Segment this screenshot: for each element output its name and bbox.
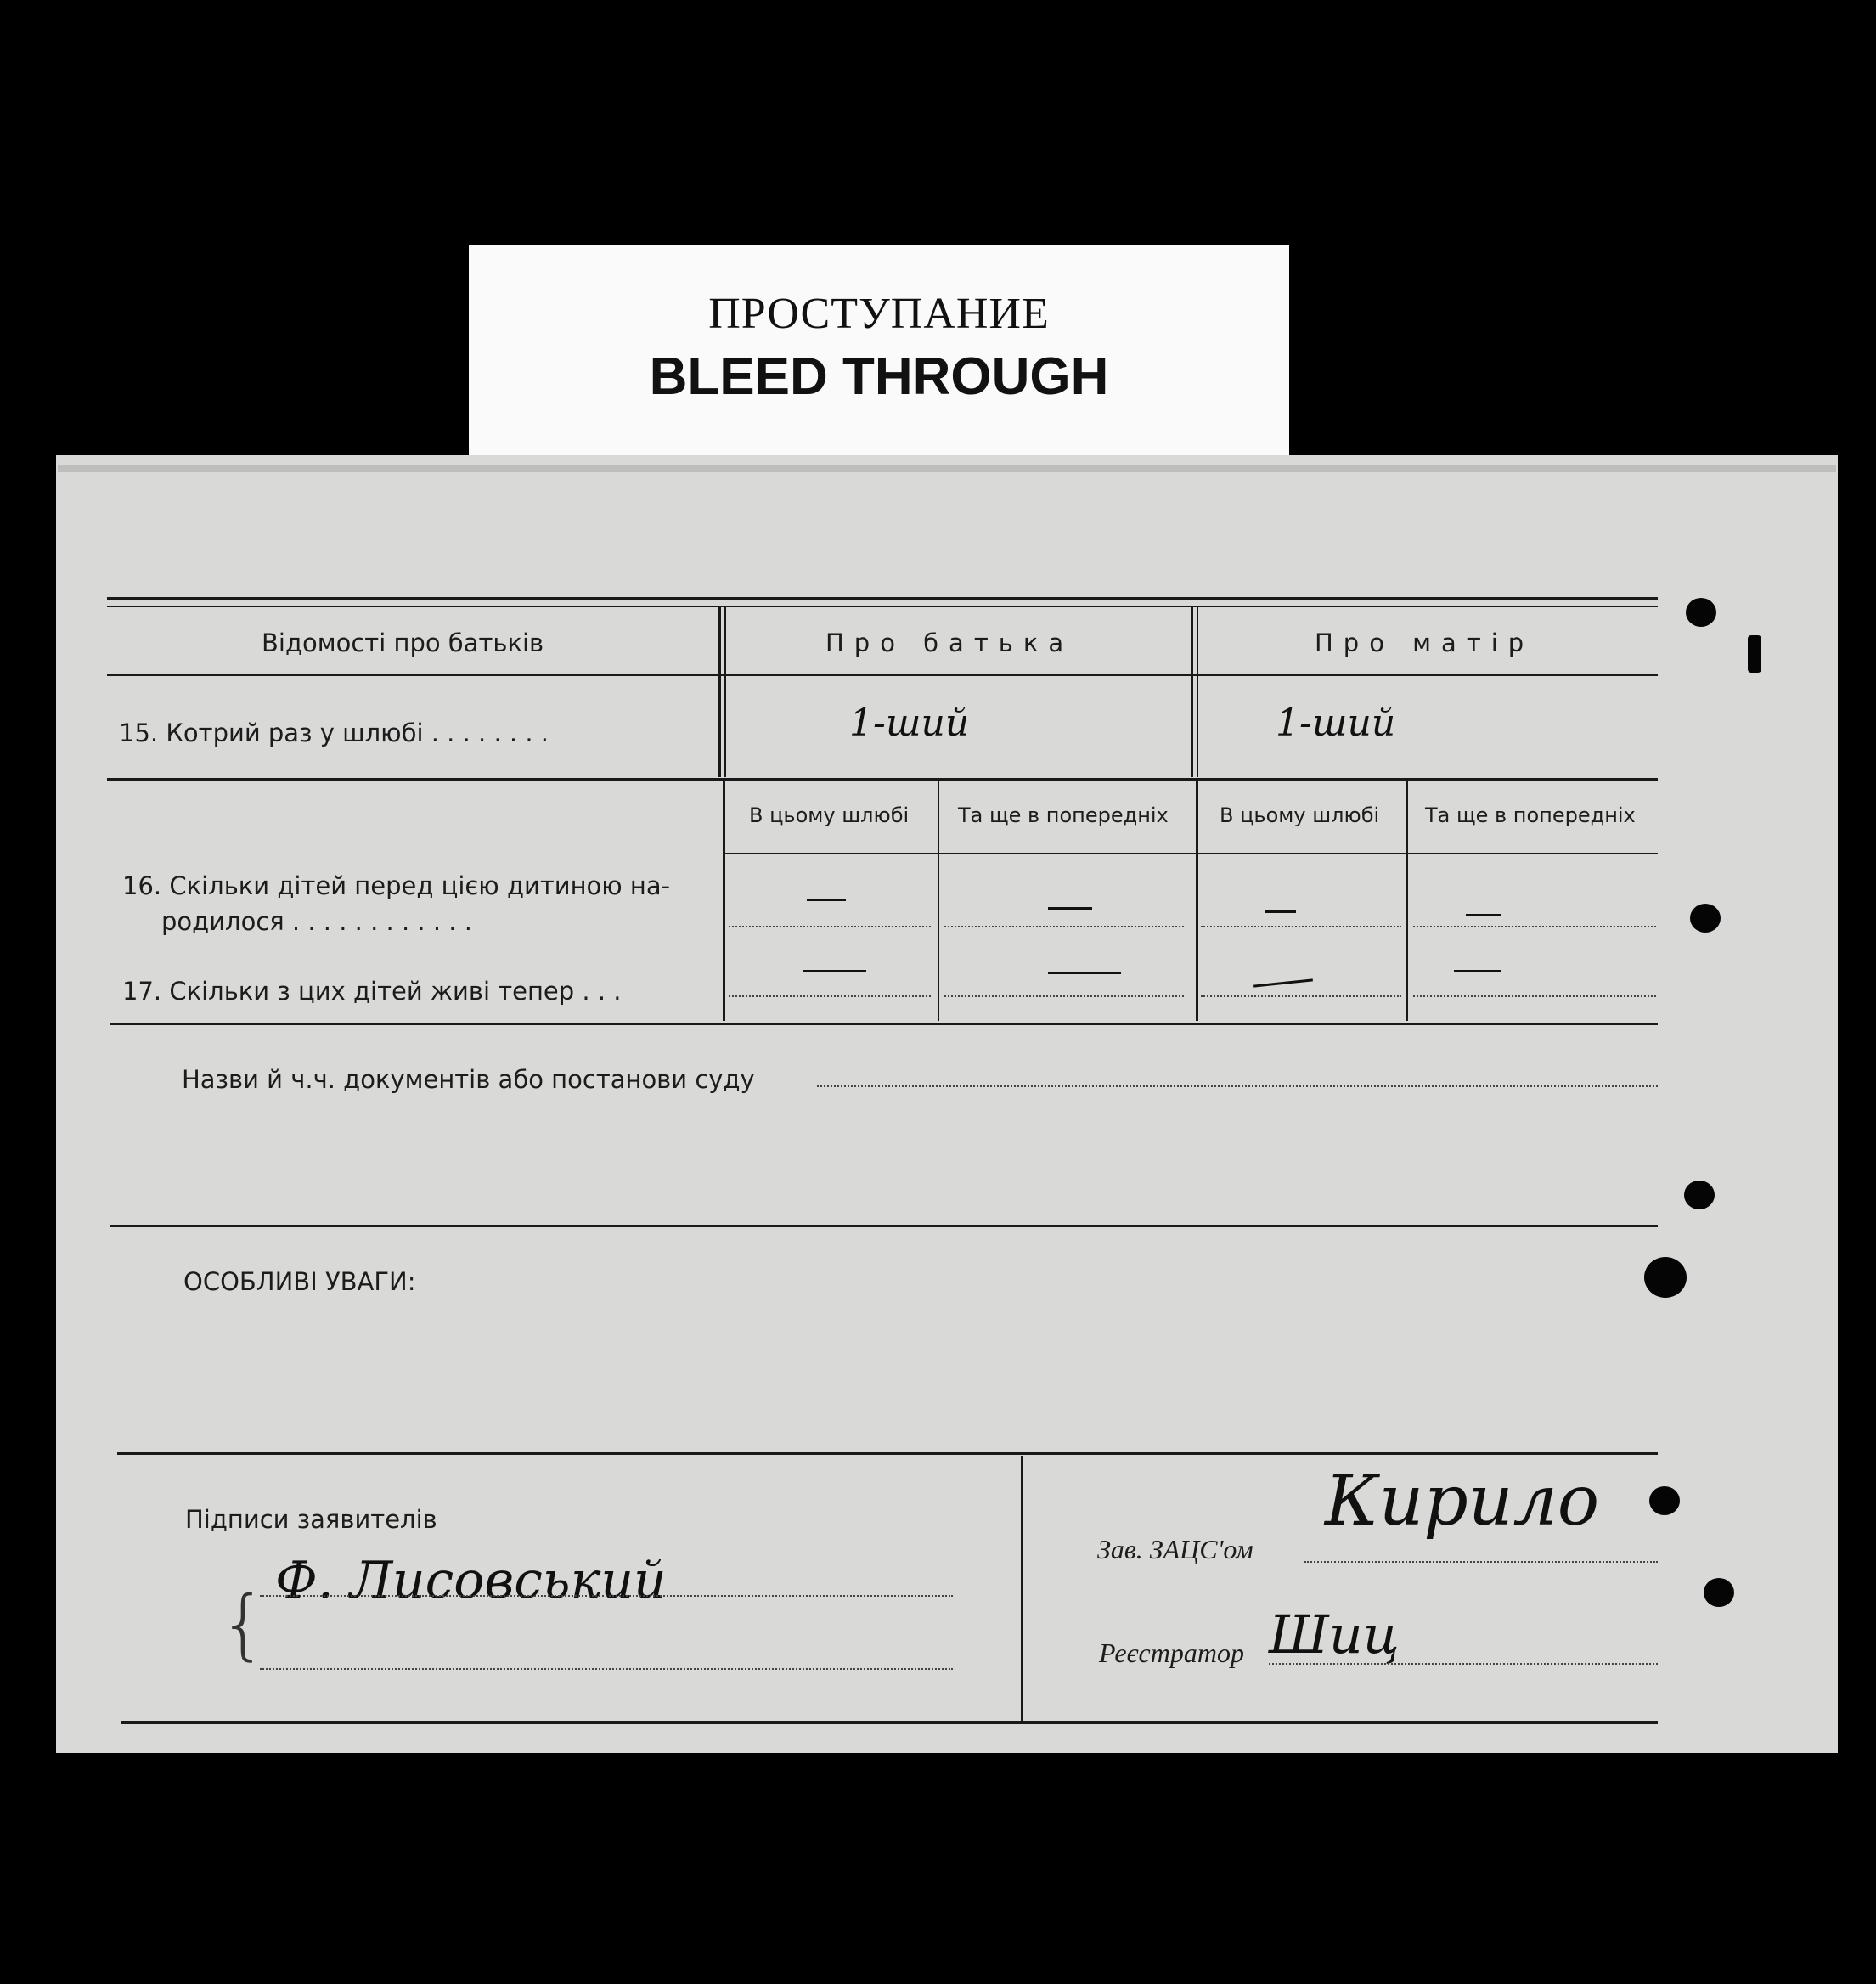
label-title-english: BLEED THROUGH	[649, 347, 1109, 406]
head-label: Зав. ЗАЦС'ом	[1097, 1534, 1253, 1564]
q17-fill-line	[944, 995, 1184, 997]
header-rule	[107, 674, 1658, 676]
q16-fill-line	[729, 926, 931, 927]
q16-fill-line	[1413, 926, 1656, 927]
registrar-label: Реєстратор	[1099, 1637, 1244, 1668]
q16-fill-line	[944, 926, 1184, 927]
q15-rule	[107, 778, 1658, 781]
q16-mother-this-value	[1265, 910, 1296, 913]
col-separator	[1197, 607, 1198, 777]
col-separator	[724, 607, 726, 777]
q17-label: 17. Скільки з цих дітей живі тепер . . .	[122, 977, 622, 1006]
col-separator	[1191, 607, 1193, 777]
col-separator	[718, 607, 721, 777]
col-separator	[1196, 781, 1198, 1021]
signature-separator	[1021, 1456, 1023, 1721]
notes-rule	[117, 1452, 1658, 1455]
q16-label-line2: родилося . . . . . . . . . . . .	[161, 907, 472, 936]
punch-hole	[1684, 1181, 1715, 1209]
registrar-sign-line	[1269, 1663, 1658, 1665]
punch-hole	[1748, 635, 1761, 673]
applicant-sign-line-1	[260, 1595, 953, 1597]
q16-label-line1: 16. Скільки дітей перед цією дитиною на-	[122, 871, 671, 900]
punch-hole	[1644, 1257, 1687, 1298]
q16-father-previous-value	[1048, 907, 1092, 910]
documents-rule	[110, 1225, 1658, 1227]
punch-hole	[1686, 598, 1716, 627]
head-sign-line	[1304, 1561, 1658, 1563]
bottom-rule	[121, 1721, 1658, 1724]
subheader-this-marriage-father: В цьому шлюбі	[749, 803, 910, 827]
q16-father-this-value	[807, 899, 846, 901]
punch-hole	[1704, 1578, 1734, 1607]
subheader-previous-father: Та ще в попередніх	[958, 803, 1169, 827]
q15-label: 15. Котрий раз у шлюбі . . . . . . . .	[119, 719, 549, 747]
applicants-label: Підписи заявителів	[185, 1505, 437, 1534]
applicants-brace: {	[219, 1580, 268, 1669]
special-notes-label: ОСОБЛИВІ УВАГИ:	[183, 1267, 416, 1296]
top-rule-thin	[107, 606, 1658, 607]
q15-father-answer: 1-ший	[849, 702, 970, 745]
col-separator	[723, 781, 725, 1021]
q16-mother-previous-value	[1466, 914, 1501, 916]
label-title-cyrillic: ПРОСТУПАНИЕ	[708, 290, 1050, 338]
header-father: Про батька	[825, 628, 1074, 657]
top-rule	[107, 597, 1658, 600]
archive-label-card	[469, 245, 1289, 464]
q17-fill-line	[1201, 995, 1401, 997]
documents-label: Назви й ч.ч. документів або постанови суду	[182, 1065, 755, 1094]
q17-fill-line	[1413, 995, 1656, 997]
documents-fill-line	[817, 1085, 1658, 1087]
registrar-signature: Шиц	[1269, 1604, 1400, 1666]
subheader-previous-mother: Та ще в попередніх	[1425, 803, 1636, 827]
applicant-sign-line-2	[260, 1668, 953, 1670]
q17-fill-line	[729, 995, 931, 997]
col-separator	[1406, 781, 1408, 1021]
sheet-top-edge	[58, 465, 1836, 472]
q16-fill-line	[1201, 926, 1401, 927]
header-parent-info: Відомості про батьків	[262, 628, 544, 657]
col-separator	[938, 781, 939, 1021]
subheader-this-marriage-mother: В цьому шлюбі	[1220, 803, 1380, 827]
q15-mother-answer: 1-ший	[1276, 702, 1396, 745]
punch-hole	[1690, 904, 1721, 933]
q17-rule	[110, 1023, 1658, 1025]
q17-mother-previous-value	[1454, 970, 1501, 972]
head-signature: Кирило	[1325, 1461, 1600, 1542]
applicant-signature: Ф. Лисовський	[275, 1551, 667, 1610]
subheader-rule	[725, 853, 1658, 854]
q17-father-previous-value	[1048, 972, 1121, 974]
q17-father-this-value	[803, 970, 866, 972]
header-mother: Про матір	[1315, 628, 1535, 657]
punch-hole	[1649, 1486, 1680, 1515]
